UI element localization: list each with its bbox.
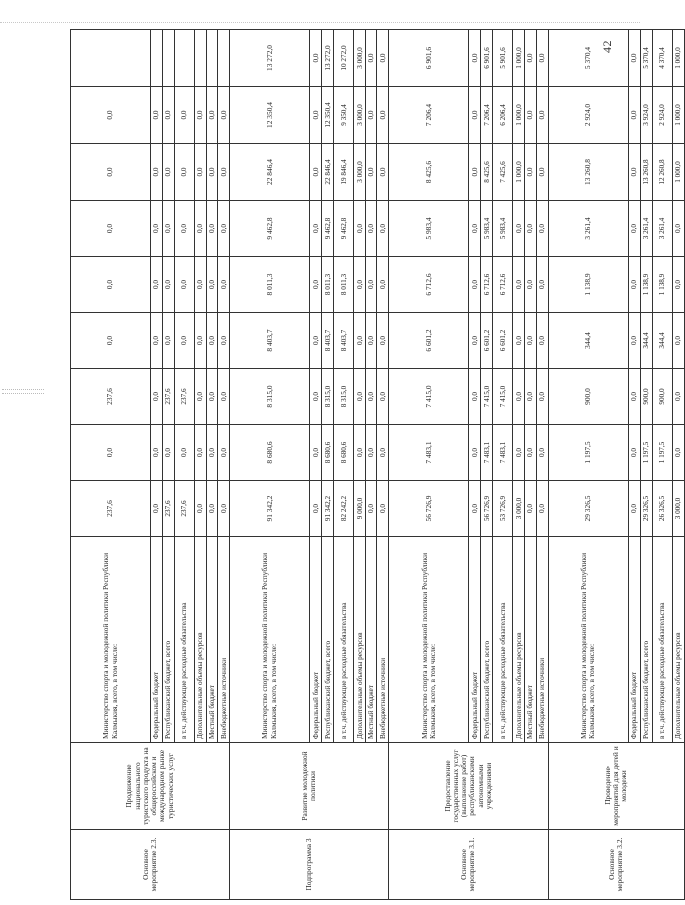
year-amount-cell: 0,0 [366, 87, 377, 144]
year-amount-cell: 1 000,0 [513, 87, 525, 144]
year-amount-cell: 0,0 [366, 425, 377, 481]
year-amount-cell: 8 011,3 [230, 257, 310, 313]
funding-source-cell: в т.ч. действующие расходные обязательства [334, 537, 354, 743]
year-amount-cell: 5 983,4 [481, 201, 493, 257]
year-amount-cell: 0,0 [469, 257, 481, 313]
year-amount-cell: 0,0 [71, 425, 151, 481]
year-amount-cell: 8 425,6 [481, 144, 493, 201]
year-amount-cell: 8 403,7 [230, 313, 310, 369]
year-amount-cell: 9 462,8 [322, 201, 334, 257]
year-amount-cell: 0,0 [366, 369, 377, 425]
year-amount-cell: 0,0 [218, 313, 230, 369]
year-amount-cell: 0,0 [377, 313, 389, 369]
funding-source-cell: Местный бюджет [525, 537, 536, 743]
year-amount-cell: 1 000,0 [672, 87, 684, 144]
year-amount-cell: 900,0 [640, 369, 652, 425]
funding-source-cell: Дополнительные объемы ресурсов [354, 537, 366, 743]
hole-punch-mark [2, 393, 44, 394]
year-amount-cell: 0,0 [195, 313, 207, 369]
year-amount-cell: 0,0 [310, 257, 322, 313]
year-amount-cell: 900,0 [548, 369, 628, 425]
year-amount-cell: 0,0 [310, 30, 322, 87]
total-amount-cell: 26 326,5 [652, 481, 672, 537]
total-amount-cell: 91 342,2 [322, 481, 334, 537]
year-amount-cell: 1 000,0 [672, 30, 684, 87]
year-amount-cell: 8 680,6 [230, 425, 310, 481]
year-amount-cell: 0,0 [377, 257, 389, 313]
year-amount-cell: 7 483,1 [481, 425, 493, 481]
year-amount-cell: 0,0 [513, 369, 525, 425]
year-amount-cell: 0,0 [195, 369, 207, 425]
year-amount-cell: 0,0 [195, 144, 207, 201]
year-amount-cell: 22 846,4 [230, 144, 310, 201]
year-amount-cell: 0,0 [672, 257, 684, 313]
year-amount-cell: 0,0 [218, 87, 230, 144]
year-amount-cell: 0,0 [377, 87, 389, 144]
total-amount-cell: 56 726,9 [481, 481, 493, 537]
funding-source-cell: в т.ч. действующие расходные обязательства [493, 537, 513, 743]
year-amount-cell: 5 370,4 [640, 30, 652, 87]
year-amount-cell: 1 000,0 [513, 144, 525, 201]
year-amount-cell: 0,0 [354, 257, 366, 313]
year-amount-cell: 8 425,6 [389, 144, 469, 201]
year-amount-cell: 0,0 [207, 201, 218, 257]
funding-source-cell: Местный бюджет [366, 537, 377, 743]
year-amount-cell: 1 138,9 [640, 257, 652, 313]
year-amount-cell: 5 983,4 [493, 201, 513, 257]
year-amount-cell: 0,0 [628, 313, 640, 369]
funding-source-cell: Федеральный бюджет [310, 537, 322, 743]
year-amount-cell: 8 315,0 [322, 369, 334, 425]
funding-source-cell: Министерство спорта и молодежной политики Республики Калмыкия, всего, в том числе: [230, 537, 310, 743]
year-amount-cell: 0,0 [207, 144, 218, 201]
table-row [230, 30, 310, 900]
total-amount-cell: 82 242,2 [334, 481, 354, 537]
year-amount-cell: 10 272,0 [334, 30, 354, 87]
year-amount-cell: 6 712,6 [493, 257, 513, 313]
year-amount-cell: 0,0 [163, 144, 175, 201]
year-amount-cell: 237,6 [175, 369, 195, 425]
year-amount-cell: 0,0 [195, 257, 207, 313]
year-amount-cell: 0,0 [310, 201, 322, 257]
year-amount-cell: 344,4 [548, 313, 628, 369]
year-amount-cell [195, 30, 207, 87]
total-amount-cell: 91 342,2 [230, 481, 310, 537]
total-amount-cell: 0,0 [218, 481, 230, 537]
funding-source-cell: Республиканский бюджет, всего [322, 537, 334, 743]
year-amount-cell [207, 30, 218, 87]
total-amount-cell: 3 000,0 [513, 481, 525, 537]
year-amount-cell: 0,0 [175, 87, 195, 144]
rotated-table-container [70, 30, 683, 900]
funding-source-cell: Местный бюджет [207, 537, 218, 743]
year-amount-cell: 0,0 [207, 313, 218, 369]
funding-source-cell: Федеральный бюджет [628, 537, 640, 743]
year-amount-cell: 0,0 [377, 201, 389, 257]
year-amount-cell: 0,0 [469, 201, 481, 257]
year-amount-cell: 0,0 [469, 313, 481, 369]
funding-source-cell: Республиканский бюджет, всего [481, 537, 493, 743]
total-amount-cell: 9 000,0 [354, 481, 366, 537]
year-amount-cell: 0,0 [218, 144, 230, 201]
year-amount-cell [71, 30, 151, 87]
year-amount-cell: 9 462,8 [334, 201, 354, 257]
year-amount-cell: 0,0 [71, 201, 151, 257]
year-amount-cell: 0,0 [163, 87, 175, 144]
total-amount-cell: 237,6 [175, 481, 195, 537]
year-amount-cell: 8 011,3 [322, 257, 334, 313]
year-amount-cell: 6 712,6 [389, 257, 469, 313]
program-name-cell: Продвижение национального туристского продукта на общероссийском и международном рынке туристических услуг [71, 743, 230, 830]
year-amount-cell: 0,0 [536, 369, 548, 425]
year-amount-cell: 0,0 [175, 257, 195, 313]
year-amount-cell: 0,0 [525, 87, 536, 144]
year-amount-cell: 0,0 [377, 425, 389, 481]
year-amount-cell: 0,0 [366, 201, 377, 257]
year-amount-cell: 6 206,4 [493, 87, 513, 144]
year-amount-cell: 7 483,1 [493, 425, 513, 481]
page-number: 42 [600, 40, 614, 53]
year-amount-cell: 0,0 [628, 87, 640, 144]
year-amount-cell: 13 272,0 [322, 30, 334, 87]
year-amount-cell: 0,0 [163, 257, 175, 313]
year-amount-cell: 19 846,4 [334, 144, 354, 201]
year-amount-cell: 3 261,4 [652, 201, 672, 257]
year-amount-cell: 0,0 [628, 257, 640, 313]
year-amount-cell: 0,0 [366, 144, 377, 201]
year-amount-cell: 3 000,0 [354, 144, 366, 201]
year-amount-cell: 12 350,4 [322, 87, 334, 144]
year-amount-cell: 0,0 [151, 369, 163, 425]
funding-source-cell: Федеральный бюджет [151, 537, 163, 743]
year-amount-cell: 0,0 [513, 201, 525, 257]
total-amount-cell: 3 000,0 [672, 481, 684, 537]
hole-punch-mark [2, 389, 44, 390]
year-amount-cell: 0,0 [469, 87, 481, 144]
year-amount-cell: 0,0 [310, 313, 322, 369]
year-amount-cell: 0,0 [525, 425, 536, 481]
year-amount-cell: 3 000,0 [354, 87, 366, 144]
year-amount-cell: 0,0 [218, 369, 230, 425]
year-amount-cell: 0,0 [310, 144, 322, 201]
year-amount-cell: 8 315,0 [334, 369, 354, 425]
year-amount-cell: 0,0 [310, 369, 322, 425]
total-amount-cell: 0,0 [207, 481, 218, 537]
total-amount-cell: 0,0 [469, 481, 481, 537]
year-amount-cell: 0,0 [536, 30, 548, 87]
year-amount-cell: 0,0 [175, 144, 195, 201]
funding-source-cell: Внебюджетные источники [536, 537, 548, 743]
year-amount-cell: 0,0 [151, 201, 163, 257]
total-amount-cell: 53 726,9 [493, 481, 513, 537]
year-amount-cell: 7 415,0 [481, 369, 493, 425]
year-amount-cell: 0,0 [354, 369, 366, 425]
year-amount-cell: 0,0 [628, 369, 640, 425]
year-amount-cell: 0,0 [195, 201, 207, 257]
year-amount-cell [218, 30, 230, 87]
year-amount-cell: 0,0 [469, 369, 481, 425]
total-amount-cell: 237,6 [71, 481, 151, 537]
year-amount-cell: 1 197,5 [640, 425, 652, 481]
year-amount-cell: 344,4 [652, 313, 672, 369]
year-amount-cell: 0,0 [71, 144, 151, 201]
year-amount-cell: 1 197,5 [548, 425, 628, 481]
year-amount-cell: 8 011,3 [334, 257, 354, 313]
year-amount-cell: 0,0 [525, 201, 536, 257]
year-amount-cell: 1 197,5 [652, 425, 672, 481]
funding-source-cell: Министерство спорта и молодежной политики Республики Калмыкия, всего, в том числе: [548, 537, 628, 743]
year-amount-cell: 4 370,4 [652, 30, 672, 87]
year-amount-cell: 0,0 [175, 425, 195, 481]
year-amount-cell: 0,0 [310, 425, 322, 481]
funding-source-cell: Министерство спорта и молодежной политики Республики Калмыкия, всего, в том числе: [71, 537, 151, 743]
program-name-cell: Развитие молодежной политики [230, 743, 389, 830]
year-amount-cell: 0,0 [195, 87, 207, 144]
program-name-cell: Проведение мероприятий для детей и молодежи [548, 743, 684, 830]
total-amount-cell: 0,0 [377, 481, 389, 537]
year-amount-cell: 8 403,7 [322, 313, 334, 369]
year-amount-cell: 0,0 [536, 313, 548, 369]
year-amount-cell: 900,0 [652, 369, 672, 425]
year-amount-cell: 5 901,6 [493, 30, 513, 87]
year-amount-cell: 0,0 [151, 313, 163, 369]
year-amount-cell: 0,0 [672, 425, 684, 481]
year-amount-cell: 6 712,6 [481, 257, 493, 313]
funding-source-cell: Республиканский бюджет, всего [163, 537, 175, 743]
year-amount-cell: 0,0 [218, 425, 230, 481]
year-amount-cell: 13 272,0 [230, 30, 310, 87]
year-amount-cell: 7 415,0 [493, 369, 513, 425]
year-amount-cell [151, 30, 163, 87]
year-amount-cell: 0,0 [163, 201, 175, 257]
year-amount-cell: 344,4 [640, 313, 652, 369]
year-amount-cell [163, 30, 175, 87]
year-amount-cell: 0,0 [536, 87, 548, 144]
year-amount-cell: 0,0 [513, 425, 525, 481]
program-status-cell: Основное мероприятие 3.2. [548, 830, 684, 900]
table-row [71, 30, 151, 900]
year-amount-cell: 0,0 [672, 201, 684, 257]
funding-source-cell: Министерство спорта и молодежной политики Республики Калмыкия, всего, в том числе: [389, 537, 469, 743]
program-status-cell: Основное мероприятие 2.3. [71, 830, 230, 900]
funding-source-cell: Дополнительные объемы ресурсов [672, 537, 684, 743]
year-amount-cell: 0,0 [525, 313, 536, 369]
year-amount-cell: 237,6 [163, 369, 175, 425]
year-amount-cell: 3 261,4 [548, 201, 628, 257]
year-amount-cell: 7 425,6 [493, 144, 513, 201]
funding-source-cell: в т.ч. действующие расходные обязательства [652, 537, 672, 743]
year-amount-cell: 0,0 [628, 30, 640, 87]
total-amount-cell: 0,0 [536, 481, 548, 537]
year-amount-cell: 0,0 [354, 313, 366, 369]
year-amount-cell: 0,0 [469, 30, 481, 87]
year-amount-cell: 3 261,4 [640, 201, 652, 257]
year-amount-cell: 0,0 [377, 30, 389, 87]
year-amount-cell: 7 483,1 [389, 425, 469, 481]
year-amount-cell: 0,0 [525, 257, 536, 313]
funding-source-cell: Дополнительные объемы ресурсов [513, 537, 525, 743]
year-amount-cell: 0,0 [195, 425, 207, 481]
year-amount-cell: 1 000,0 [513, 30, 525, 87]
year-amount-cell: 237,6 [71, 369, 151, 425]
year-amount-cell: 0,0 [366, 257, 377, 313]
year-amount-cell: 6 601,2 [493, 313, 513, 369]
year-amount-cell: 1 138,9 [652, 257, 672, 313]
year-amount-cell: 0,0 [628, 425, 640, 481]
funding-source-cell: в т.ч. действующие расходные обязательства [175, 537, 195, 743]
budget-allocation-table [70, 29, 685, 900]
year-amount-cell: 0,0 [536, 257, 548, 313]
year-amount-cell: 6 901,6 [481, 30, 493, 87]
year-amount-cell: 13 260,8 [640, 144, 652, 201]
year-amount-cell: 0,0 [672, 313, 684, 369]
total-amount-cell: 0,0 [525, 481, 536, 537]
year-amount-cell: 5 983,4 [389, 201, 469, 257]
year-amount-cell: 6 601,2 [389, 313, 469, 369]
year-amount-cell: 0,0 [218, 201, 230, 257]
year-amount-cell: 0,0 [310, 87, 322, 144]
year-amount-cell: 8 680,6 [322, 425, 334, 481]
funding-source-cell: Федеральный бюджет [469, 537, 481, 743]
year-amount-cell: 0,0 [163, 313, 175, 369]
year-amount-cell: 0,0 [207, 257, 218, 313]
year-amount-cell: 0,0 [151, 87, 163, 144]
year-amount-cell: 8 315,0 [230, 369, 310, 425]
year-amount-cell: 9 350,4 [334, 87, 354, 144]
year-amount-cell: 2 924,0 [652, 87, 672, 144]
year-amount-cell: 0,0 [354, 201, 366, 257]
year-amount-cell: 5 370,4 [548, 30, 628, 87]
total-amount-cell: 0,0 [151, 481, 163, 537]
year-amount-cell: 0,0 [366, 30, 377, 87]
year-amount-cell: 12 350,4 [230, 87, 310, 144]
year-amount-cell: 0,0 [366, 313, 377, 369]
year-amount-cell: 22 846,4 [322, 144, 334, 201]
year-amount-cell: 0,0 [628, 144, 640, 201]
year-amount-cell: 0,0 [151, 257, 163, 313]
year-amount-cell: 8 403,7 [334, 313, 354, 369]
year-amount-cell: 0,0 [536, 144, 548, 201]
year-amount-cell: 6 901,6 [389, 30, 469, 87]
total-amount-cell: 0,0 [628, 481, 640, 537]
funding-source-cell: Внебюджетные источники [218, 537, 230, 743]
year-amount-cell: 0,0 [71, 313, 151, 369]
year-amount-cell: 13 260,8 [548, 144, 628, 201]
year-amount-cell: 0,0 [71, 257, 151, 313]
year-amount-cell: 0,0 [525, 30, 536, 87]
year-amount-cell: 0,0 [175, 201, 195, 257]
year-amount-cell: 0,0 [207, 369, 218, 425]
year-amount-cell: 0,0 [536, 425, 548, 481]
year-amount-cell: 3 000,0 [354, 30, 366, 87]
year-amount-cell: 8 680,6 [334, 425, 354, 481]
year-amount-cell: 3 924,0 [640, 87, 652, 144]
total-amount-cell: 29 326,5 [640, 481, 652, 537]
year-amount-cell: 0,0 [151, 425, 163, 481]
year-amount-cell: 9 462,8 [230, 201, 310, 257]
year-amount-cell: 0,0 [536, 201, 548, 257]
program-name-cell: Предоставление государственных услуг (выполнение работ) республиканскими автономными учреждениями [389, 743, 548, 830]
year-amount-cell: 0,0 [175, 313, 195, 369]
year-amount-cell: 0,0 [207, 425, 218, 481]
year-amount-cell: 0,0 [377, 144, 389, 201]
year-amount-cell: 0,0 [354, 425, 366, 481]
year-amount-cell: 1 138,9 [548, 257, 628, 313]
total-amount-cell: 56 726,9 [389, 481, 469, 537]
year-amount-cell: 7 206,4 [481, 87, 493, 144]
year-amount-cell: 1 000,0 [672, 144, 684, 201]
year-amount-cell: 6 601,2 [481, 313, 493, 369]
year-amount-cell: 0,0 [525, 144, 536, 201]
funding-source-cell: Республиканский бюджет, всего [640, 537, 652, 743]
year-amount-cell: 7 415,0 [389, 369, 469, 425]
year-amount-cell: 0,0 [207, 87, 218, 144]
year-amount-cell: 0,0 [628, 201, 640, 257]
year-amount-cell: 0,0 [71, 87, 151, 144]
year-amount-cell: 0,0 [469, 425, 481, 481]
total-amount-cell: 237,6 [163, 481, 175, 537]
total-amount-cell: 0,0 [310, 481, 322, 537]
year-amount-cell [175, 30, 195, 87]
year-amount-cell: 0,0 [469, 144, 481, 201]
year-amount-cell: 0,0 [513, 257, 525, 313]
year-amount-cell: 7 206,4 [389, 87, 469, 144]
year-amount-cell: 2 924,0 [548, 87, 628, 144]
total-amount-cell: 29 326,5 [548, 481, 628, 537]
year-amount-cell: 0,0 [163, 425, 175, 481]
total-amount-cell: 0,0 [195, 481, 207, 537]
year-amount-cell: 0,0 [525, 369, 536, 425]
year-amount-cell: 0,0 [377, 369, 389, 425]
year-amount-cell: 0,0 [672, 369, 684, 425]
program-status-cell: Подпрограмма 3 [230, 830, 389, 900]
table-row [389, 30, 469, 900]
total-amount-cell: 0,0 [366, 481, 377, 537]
year-amount-cell: 12 260,8 [652, 144, 672, 201]
funding-source-cell: Дополнительные объемы ресурсов [195, 537, 207, 743]
table-row [548, 30, 628, 900]
year-amount-cell: 0,0 [218, 257, 230, 313]
funding-source-cell: Внебюджетные источники [377, 537, 389, 743]
year-amount-cell: 0,0 [513, 313, 525, 369]
scan-dotted-line-top [0, 22, 640, 23]
program-status-cell: Основное мероприятие 3.1. [389, 830, 548, 900]
year-amount-cell: 0,0 [151, 144, 163, 201]
